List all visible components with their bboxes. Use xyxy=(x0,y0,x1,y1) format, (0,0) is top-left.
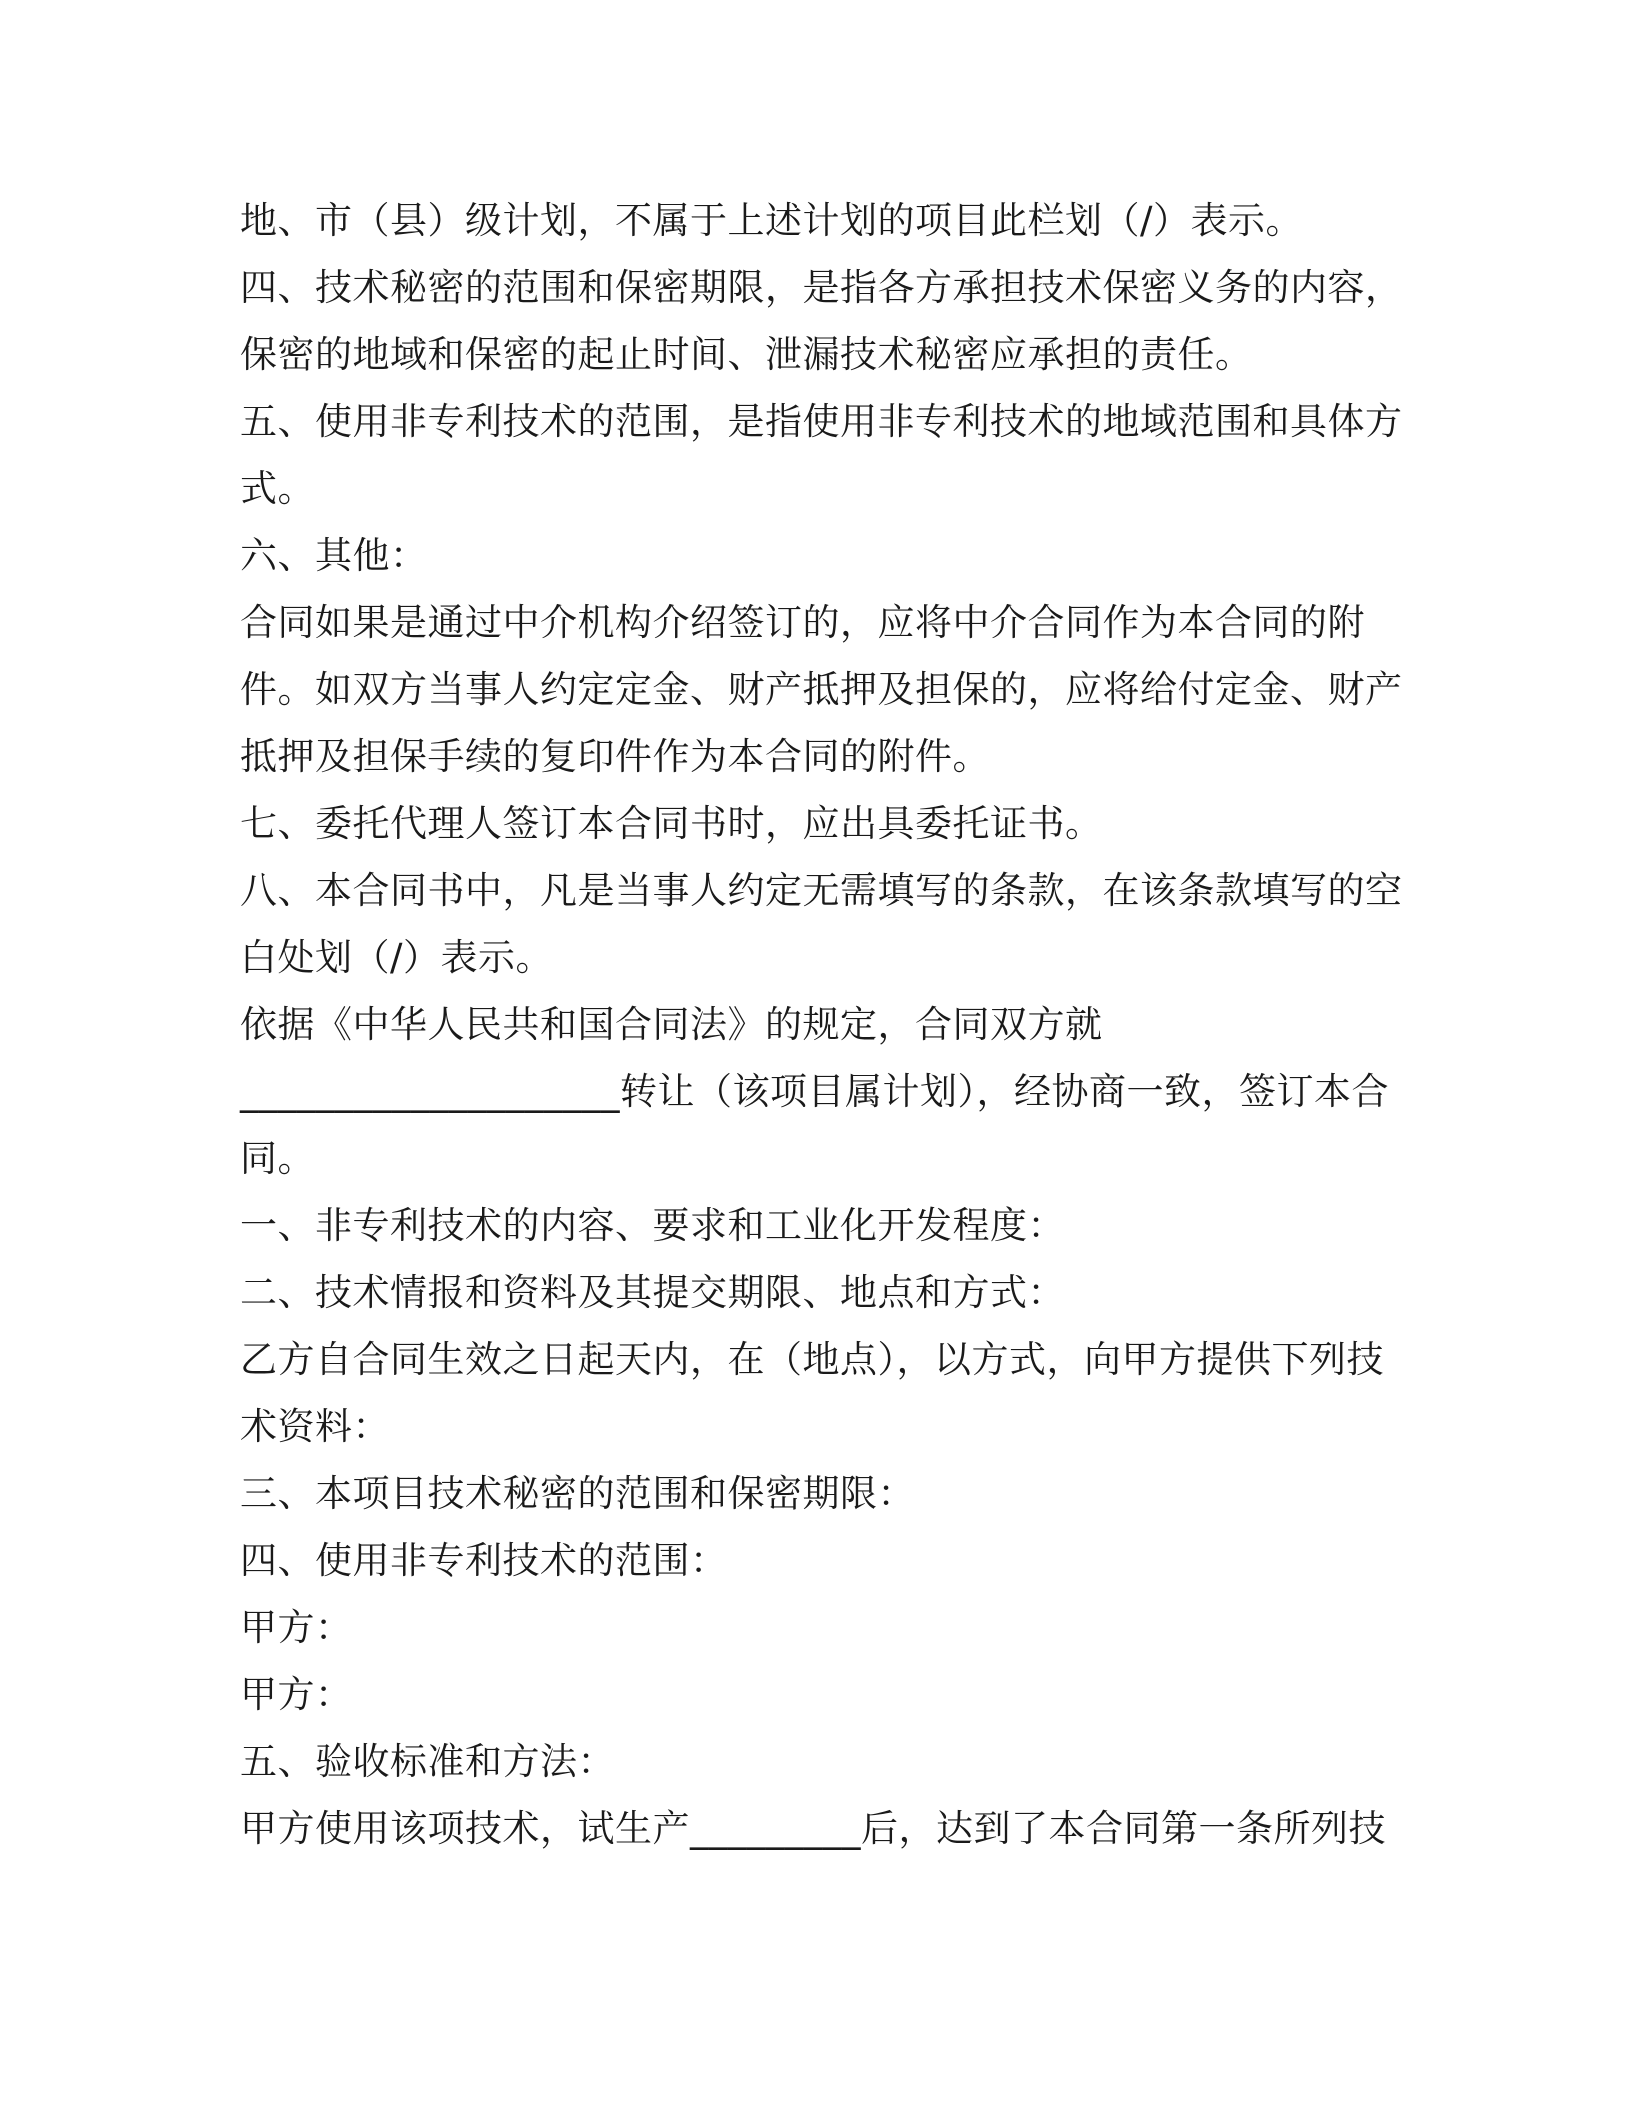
text-line: 合同如果是通过中介机构介绍签订的，应将中介合同作为本合同的附 xyxy=(240,601,1365,644)
text-line: 白处划（/）表示。 xyxy=(240,936,553,979)
document-body xyxy=(240,187,1403,1862)
text-line: 四、使用非专利技术的范围： xyxy=(240,1539,728,1582)
text-line: 件。如双方当事人约定定金、财产抵押及担保的，应将给付定金、财产 xyxy=(240,668,1403,711)
text-line: 同。 xyxy=(240,1137,315,1180)
text-line: 六、其他： xyxy=(240,534,428,577)
text-line: 式。 xyxy=(240,467,315,510)
text-line: 四、技术秘密的范围和保密期限，是指各方承担技术保密义务的内容， xyxy=(240,266,1403,309)
text-line: 甲方： xyxy=(240,1673,353,1716)
text-line: 五、验收标准和方法： xyxy=(240,1740,615,1783)
text-line: 三、本项目技术秘密的范围和保密期限： xyxy=(240,1472,915,1515)
text-line: ____________________转让（该项目属计划），经协商一致，签订本合 xyxy=(240,1070,1389,1113)
text-line: 甲方使用该项技术，试生产_________后，达到了本合同第一条所列技 xyxy=(240,1807,1386,1850)
text-line: 二、技术情报和资料及其提交期限、地点和方式： xyxy=(240,1271,1065,1314)
text-line: 保密的地域和保密的起止时间、泄漏技术秘密应承担的责任。 xyxy=(240,333,1253,376)
text-line: 一、非专利技术的内容、要求和工业化开发程度： xyxy=(240,1204,1065,1247)
text-line: 术资料： xyxy=(240,1405,390,1448)
text-line: 八、本合同书中，凡是当事人约定无需填写的条款，在该条款填写的空 xyxy=(240,869,1403,912)
text-line: 七、委托代理人签订本合同书时，应出具委托证书。 xyxy=(240,802,1103,845)
text-line: 抵押及担保手续的复印件作为本合同的附件。 xyxy=(240,735,990,778)
text-line: 依据《中华人民共和国合同法》的规定，合同双方就 xyxy=(240,1003,1103,1046)
text-line: 五、使用非专利技术的范围，是指使用非专利技术的地域范围和具体方 xyxy=(240,400,1403,443)
text-line: 甲方： xyxy=(240,1606,353,1649)
text-line: 乙方自合同生效之日起天内，在（地点），以方式，向甲方提供下列技 xyxy=(240,1338,1384,1381)
text-line: 地、市（县）级计划，不属于上述计划的项目此栏划（/）表示。 xyxy=(240,199,1303,242)
